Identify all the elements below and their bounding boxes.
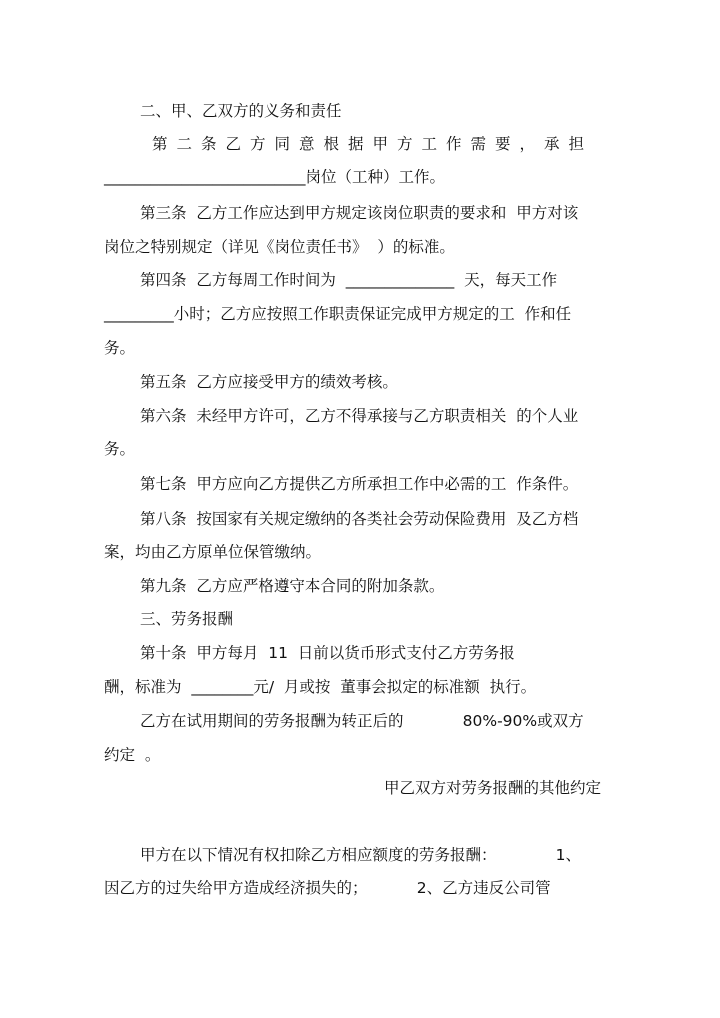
clause-10-line-1: 第十条 甲方每月 11 日前以货币形式支付乙方劳务报 xyxy=(140,644,515,662)
clause-3-line-2: 岗位之特别规定（详见《岗位责任书》 ）的标准。 xyxy=(104,238,455,256)
clause-4-line-1: 第四条 乙方每周工作时间为 ______________ 天，每天工作 xyxy=(140,271,558,289)
clause-4-line-3: 务。 xyxy=(104,339,136,357)
deduction-line-2: 因乙方的过失给甲方造成经济损失的； 2、乙方违反公司管 xyxy=(104,879,551,897)
deduction-line-1: 甲方在以下情况有权扣除乙方相应额度的劳务报酬： 1、 xyxy=(140,846,581,864)
other-remuneration-agreement: 甲乙双方对劳务报酬的其他约定 xyxy=(384,779,602,797)
clause-8-line-2: 案，均由乙方原单位保管缴纳。 xyxy=(104,543,322,561)
clause-10-line-2: 酬，标准为 ________元/ 月或按 董事会拟定的标准额 执行。 xyxy=(104,678,537,696)
clause-6-line-1: 第六条 未经甲方许可，乙方不得承接与乙方职责相关 的个人业 xyxy=(140,407,579,425)
section-heading-obligations: 二、甲、乙双方的义务和责任 xyxy=(140,102,342,120)
clause-8-line-1: 第八条 按国家有关规定缴纳的各类社会劳动保险费用 及乙方档 xyxy=(140,510,579,528)
clause-2-line-1: 第二条乙方同意根据甲方工作需要，承担 xyxy=(152,135,594,153)
clause-3-line-1: 第三条 乙方工作应达到甲方规定该岗位职责的要求和 甲方对该 xyxy=(140,204,579,222)
section-heading-remuneration: 三、劳务报酬 xyxy=(140,610,234,628)
clause-7: 第七条 甲方应向乙方提供乙方所承担工作中必需的工 作条件。 xyxy=(140,475,579,493)
probation-pay-line-2: 约定 。 xyxy=(104,746,161,764)
probation-pay-line-1: 乙方在试用期间的劳务报酬为转正后的 80%-90%或双方 xyxy=(140,712,584,730)
clause-6-line-2: 务。 xyxy=(104,440,136,458)
clause-2-line-2: __________________________岗位（工种）工作。 xyxy=(104,168,446,186)
clause-9: 第九条 乙方应严格遵守本合同的附加条款。 xyxy=(140,577,445,595)
clause-4-line-2: _________小时；乙方应按照工作职责保证完成甲方规定的工 作和任 xyxy=(104,305,572,323)
clause-5: 第五条 乙方应接受甲方的绩效考核。 xyxy=(140,373,398,391)
